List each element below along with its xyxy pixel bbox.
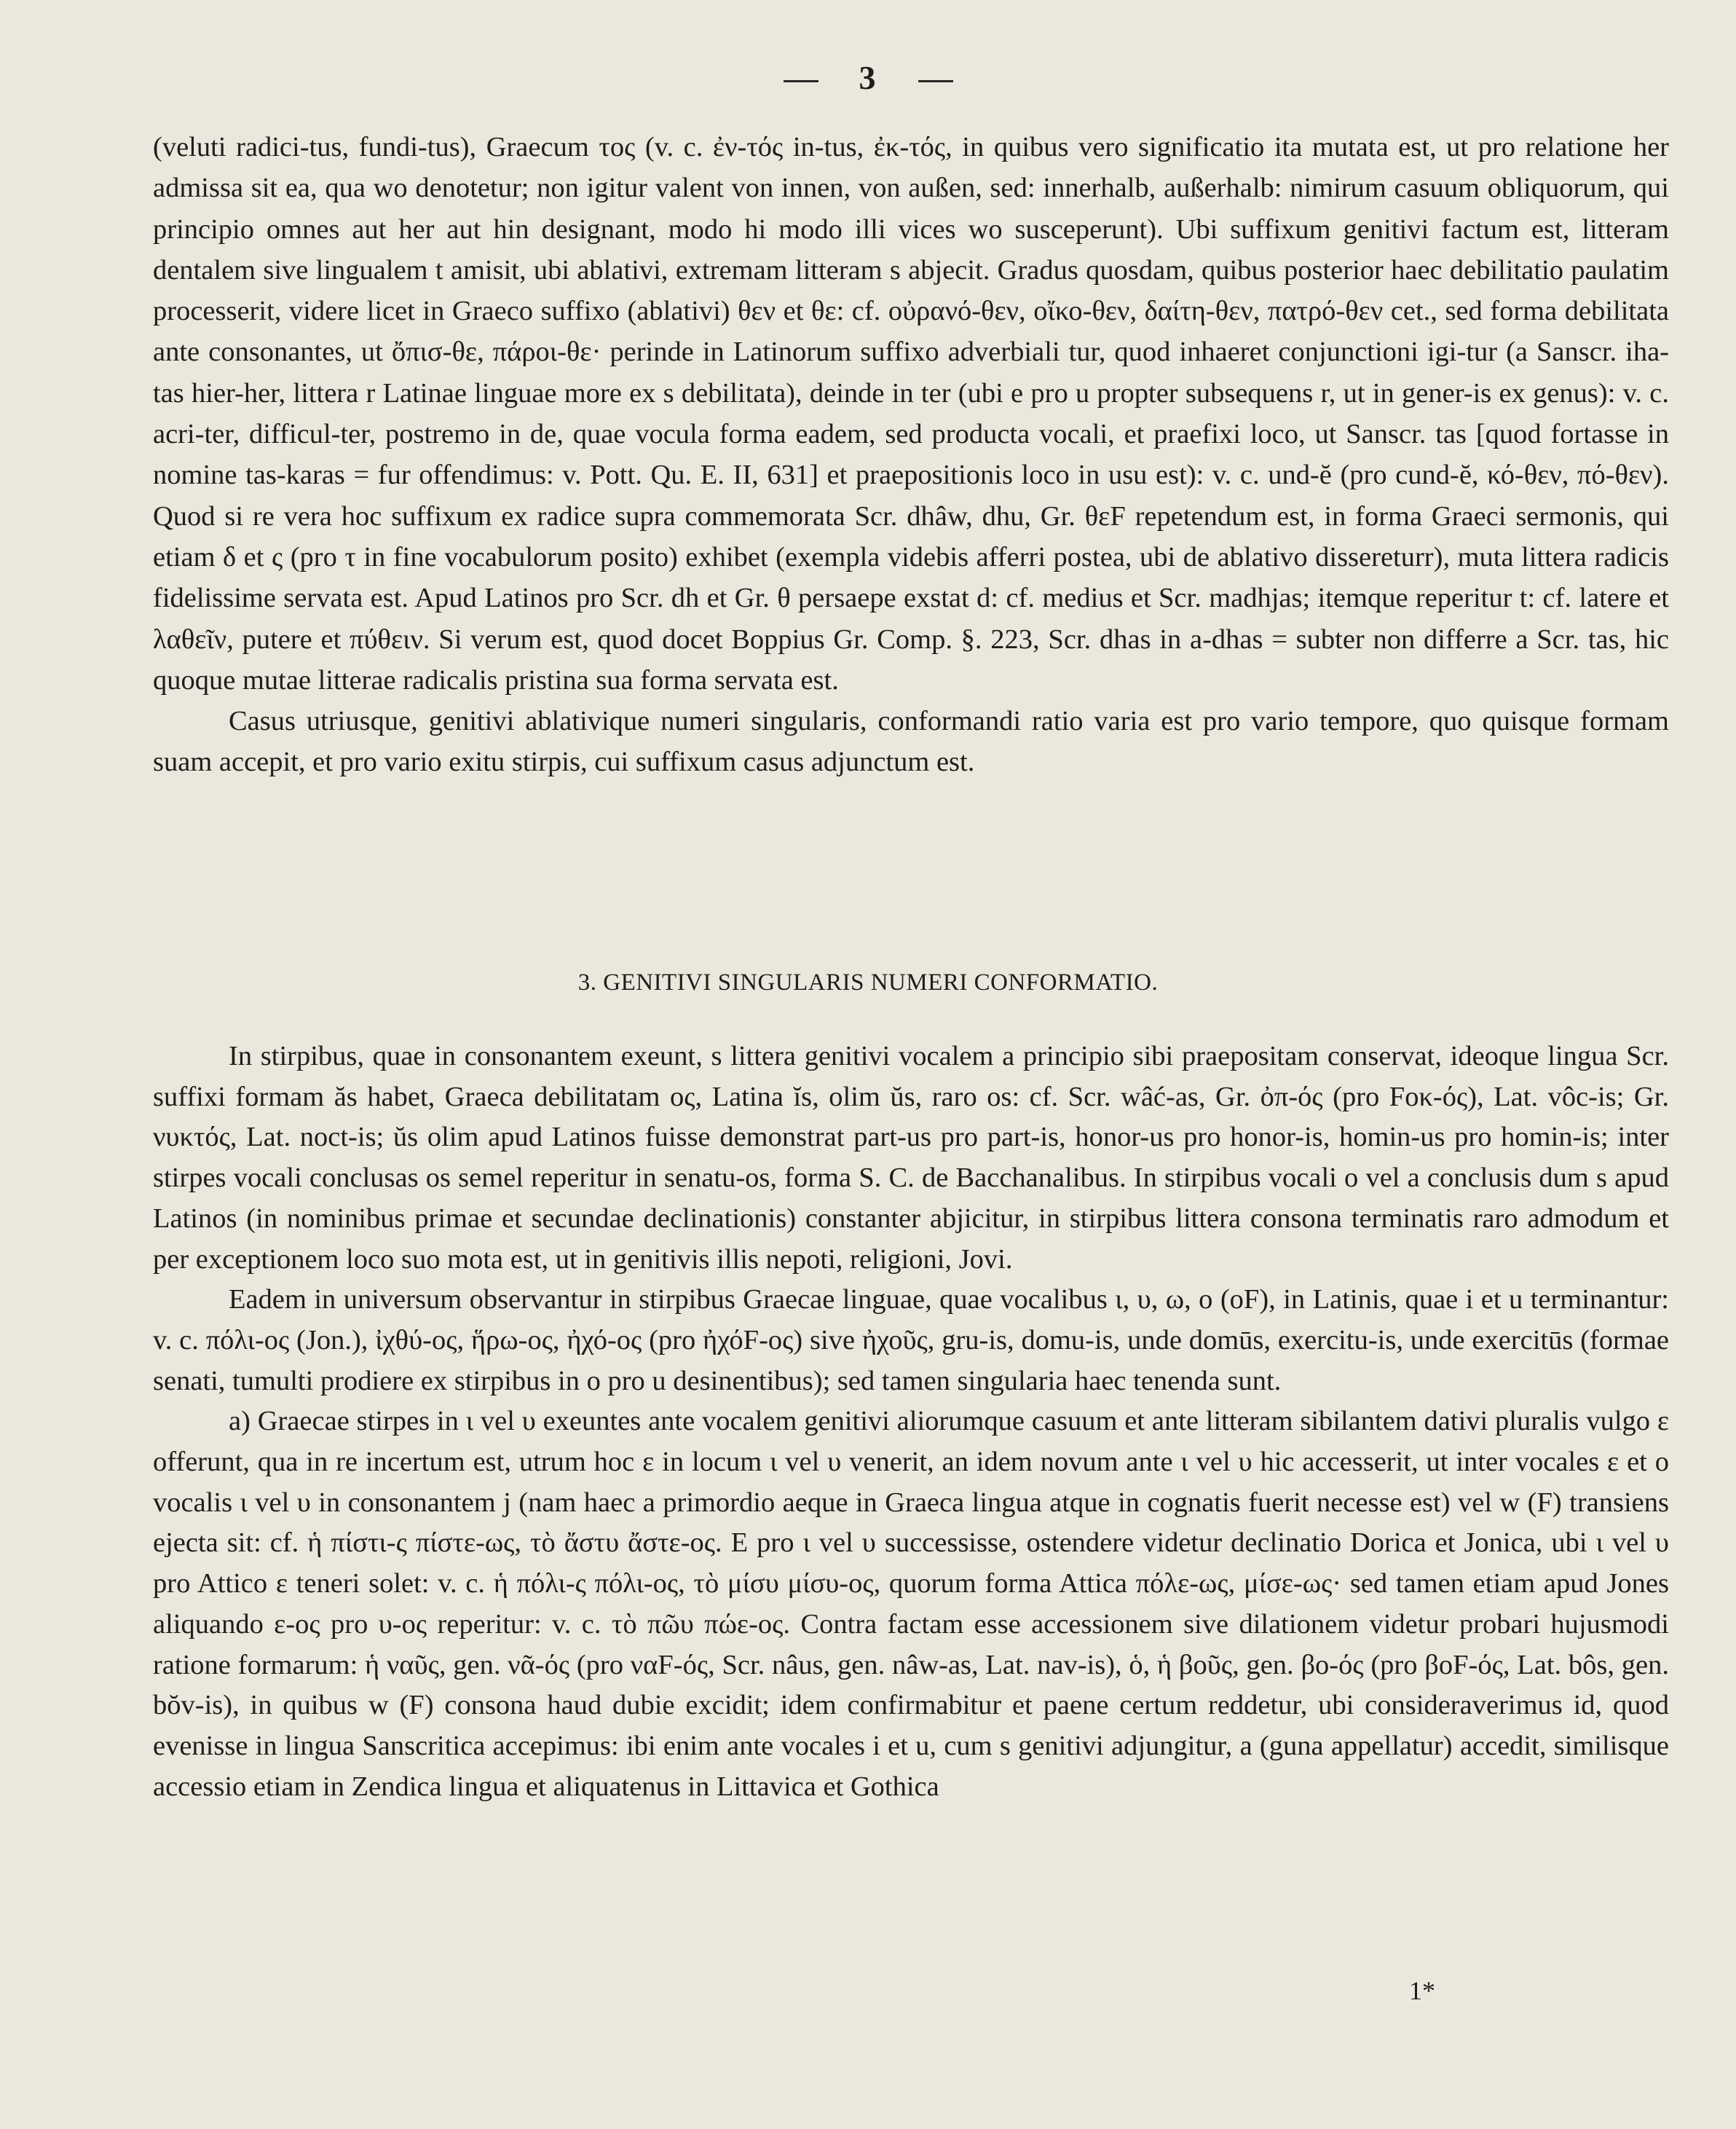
paragraph-casus: Casus utriusque, genitivi ablativique numeri singularis, conformandi ratio varia est pro vario tempore, quo quisque formam suam accepit, et pro vario exitu stirpis, cui suffixum casus adjunctum est. xyxy=(153,706,1669,778)
main-text xyxy=(153,127,1669,783)
paragraph-continued: (veluti radici-tus, fundi-tus), Graecum τος (v. c. ἐν-τός in-tus, ἐκ-τός, in quibus vero significatio ita mutata est, ut pro relatione her admissa sit ea, qua wo denotetur; non igitur valent von innen, von außen, sed: innerhalb, außerhalb: nimirum casuum obliquorum, qui principio omnes aut her aut hin designant, modo hi modo illi vices wo susceperunt). Ubi suffixum genitivi factum est, litteram dentalem sive lingualem t amisit, ubi ablativi, extremam litteram s abjecit. Gradus quosdam, quibus posterior haec debilitatio paulatim processerit, videre licet in Graeco suffixo (ablativi) θεν et θε: cf. οὐρανό-θεν, οἴκο-θεν, δαίτη-θεν, πατρό-θεν cet., sed forma debilitata ante consonantes, ut ὄπισ-θε, πάροι-θε· perinde in Latinorum suffixo adverbiali tur, quod inhaeret conjunctioni igi-tur (a Sanscr. iha-tas hier-her, littera r Latinae linguae more ex s debilitata), deinde in ter (ubi e pro u propter subsequens r, ut in gener-is ex genus): v. c. acri-ter, difficul-ter, postremo in de, quae vocula forma eadem, sed producta vocali, et praefixi loco, ut Sanscr. tas [quod fortasse in nomine tas-karas = fur offendimus: v. Pott. Qu. E. II, 631] et praepositionis loco in usu est): v. c. und-ĕ (pro cund-ĕ, κό-θεν, πό-θεν). Quod si re vera hoc suffixum ex radice supra commemorata Scr. dhâw, dhu, Gr. θεF repetendum est, in forma Graeci sermonis, qui etiam δ et ς (pro τ in fine vocabulorum posito) exhibet (exempla videbis afferri postea, ubi de ablativo dissereturr), muta littera radicis fidelissime servata est. Apud Latinos pro Scr. dh et Gr. θ persaepe exstat d: cf. medius et Scr. madhjas; itemque reperitur t: cf. latere et λαθεῖν, putere et πύθειν. Si verum est, quod docet Boppius Gr. Comp. §. 223, Scr. dhas in a-dhas = subter non differre a Scr. tas, hic quoque mutae litterae radicalis pristina sua forma servata est. xyxy=(153,132,1669,696)
page-header xyxy=(0,58,1736,97)
signature-mark: 1* xyxy=(1409,1976,1435,2005)
section-paragraph: a) Graecae stirpes in ι vel υ exeuntes ante vocalem genitivi aliorumque casuum et ante litteram sibilantem dativi pluralis vulgo ε offerunt, qua in re incertum est, utrum hoc ε in locum ι vel υ venerit, an idem novum ante ι vel υ hic accesserit, ut inter vocales ε et ο vocalis ι vel υ in consonantem j (nam haec a primordio aeque in Graeca lingua atque in cognatis fuerit necesse est) vel w (F) transiens ejecta sit: cf. ἡ πίστι-ς πίστε-ως, τὸ ἄστυ ἄστε-ος. E pro ι vel υ successisse, ostendere videtur declinatio Dorica et Jonica, ubi ι vel υ pro Attico ε teneri solet: v. c. ἡ πόλι-ς πόλι-ος, τὸ μίσυ μίσυ-ος, quorum forma Attica πόλε-ως, μίσε-ως· sed tamen etiam apud Jones aliquando ε-ος pro υ-ος reperitur: v. c. τὸ πῶυ πώε-ος. Contra factam esse accessionem sive dilationem videtur probari hujusmodi ratione formarum: ἡ ναῦς, gen. νᾶ-ός (pro ναF-ός, Scr. nâus, gen. nâw-as, Lat. nav-is), ὁ, ἡ βοῦς, gen. βο-ός (pro βοF-ός, Lat. bôs, gen. bŏv-is), in quibus w (F) consona haud dubie excidit; idem confirmabitur et paene certum reddetur, ubi consideraverimus id, quod evenisse in lingua Sanscritica accepimus: ibi enim ante vocales i et u, cum s genitivi adjungitur, a (guna appellatur) accedit, similisque accessio etiam in Zendica lingua et aliquatenus in Littavica et Gothica xyxy=(153,1406,1669,1802)
header-dash-left xyxy=(784,80,818,82)
section-heading: 3. GENITIVI SINGULARIS NUMERI CONFORMATIO. xyxy=(577,969,1159,996)
section-paragraph: Eadem in universum observantur in stirpibus Graecae linguae, quae vocalibus ι, υ, ω, ο (οF), in Latinis, quae i et u terminantur: v. c. πόλι-ος (Jon.), ἰχθύ-ος, ἥρω-ος, ἠχό-ος (pro ἠχόF-ος) sive ἠχοῦς, gru-is, domu-is, unde domūs, exercitu-is, unde exercitūs (formae senati, tumulti prodiere ex stirpibus in o pro u desinentibus); sed tamen singularia haec tenenda sunt. xyxy=(153,1284,1669,1396)
section-body xyxy=(153,1036,1669,1807)
section-paragraph: In stirpibus, quae in consonantem exeunt, s littera genitivi vocalem a principio sibi praepositam conservat, ideoque lingua Scr. suffixi formam ăs habet, Graeca debilitatam ος, Latina ĭs, olim ŭs, raro os: cf. Scr. wâć-as, Gr. ὀπ-ός (pro Fοκ-ός), Lat. vôc-is; Gr. νυκτός, Lat. noct-is; ŭs olim apud Latinos fuisse demonstrat part-us pro part-is, honor-us pro honor-is, homin-us pro homin-is; inter stirpes vocali conclusas os semel reperitur in senatu-os, forma S. C. de Bacchanalibus. In stirpibus vocali o vel a conclusis dum s apud Latinos (in nominibus primae et secundae declinationis) constanter abjicitur, in stirpibus littera consona terminatis raro admodum et per exceptionem loco suo mota est, ut in genitivis illis nepoti, religioni, Jovi. xyxy=(153,1041,1669,1275)
page-number: 3 xyxy=(859,59,877,96)
header-dash-right xyxy=(918,80,953,82)
